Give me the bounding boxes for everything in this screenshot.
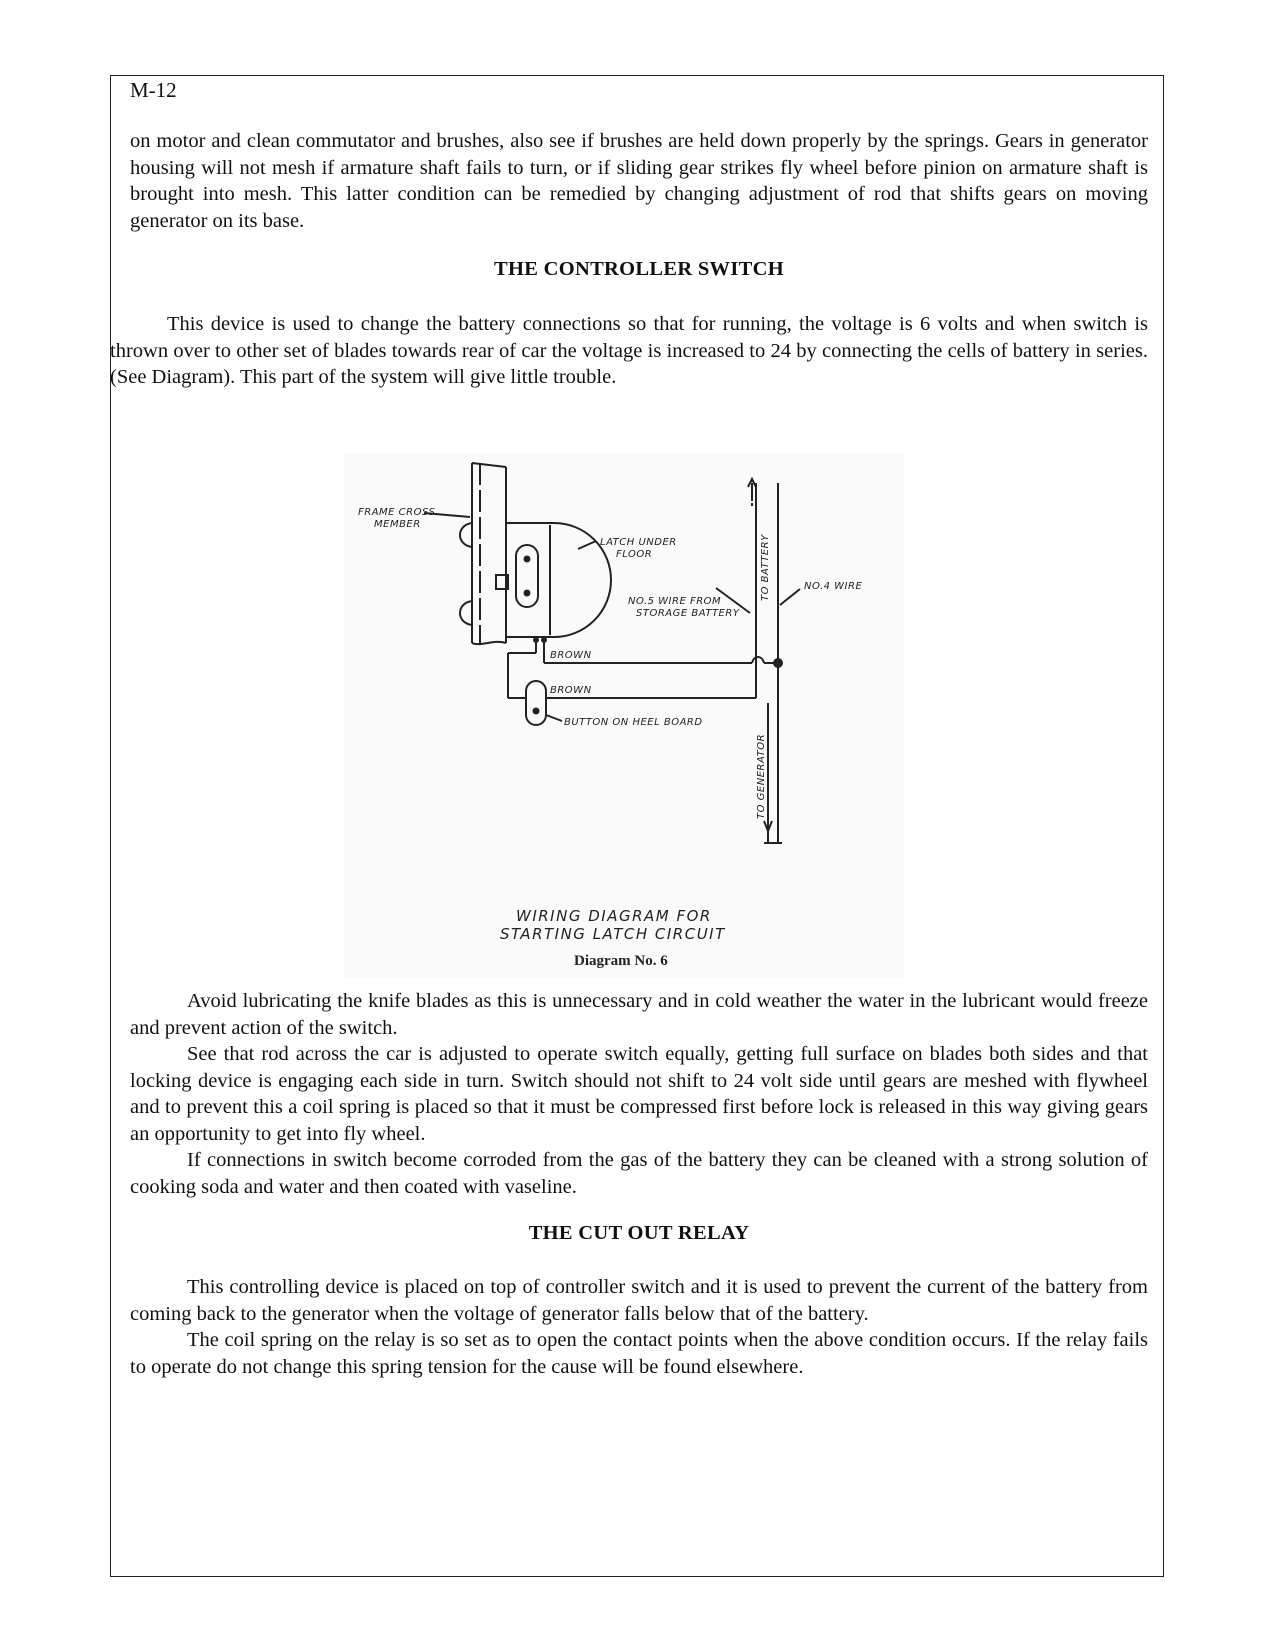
button-label: BUTTON ON HEEL BOARD — [564, 717, 703, 728]
no5-label-line1: NO.5 WIRE FROM — [628, 596, 722, 607]
latch-housing — [506, 523, 611, 637]
no4-wire-label: NO.4 WIRE — [804, 581, 863, 592]
frame-label-line2: MEMBER — [374, 519, 421, 530]
diagram-caption-line1: WIRING DIAGRAM FOR — [516, 907, 712, 925]
section-heading-cut-out-relay: THE CUT OUT RELAY — [528, 1222, 750, 1244]
to-battery-label: TO BATTERY — [760, 534, 771, 601]
brown-label-2: BROWN — [550, 685, 592, 696]
latch-label-line2: FLOOR — [616, 549, 653, 560]
diagram-number: Diagram No. 6 — [574, 953, 668, 969]
heel-board-button — [526, 681, 546, 725]
cut-out-relay-paragraphs: This controlling device is placed on top of controller switch and it is used to prevent the current of the battery from coming back to the generator when the voltage of generator falls below that of the battery. The coil spring on the relay is so set as to open the contact points when the above condition occurs. If the relay fails to operate do not change this spring tension for the cause will be found elsewhere. — [130, 1276, 1148, 1378]
controller-switch-paragraph: This device is used to change the battery connections so that for running, the voltage is 6 volts and when switch is thrown over to other set of blades towards rear of car the voltage is increased to 24 by connecting the cells of battery in series. (See Diagram). This part of the system will give little trouble. — [110, 313, 1148, 388]
page-number: M-12 — [130, 78, 177, 102]
latch-slot — [516, 545, 538, 607]
after-diagram-paragraphs: Avoid lubricating the knife blades as this is unnecessary and in cold weather the water in the lubricant would freeze and prevent action of the switch. See that rod across the car is adjusted to operate switch equally, getting full surface on blades both sides and that locking device is engaging each side in turn. Switch should not shift to 24 volt side until gears are meshed with flywheel and to prevent this a coil spring is placed so that it must be compressed first before lock is released in this way giving gears an opportunity to get into fly wheel. If connections in switch become corroded from the gas of the battery they can be cleaned with a strong solution of cooking soda and water and then coated with vaseline. — [130, 990, 1148, 1198]
no5-label-line2: STORAGE BATTERY — [636, 608, 740, 619]
brown-label-1: BROWN — [550, 650, 592, 661]
wiring-diagram — [344, 453, 904, 977]
wiring-diagram-svg — [344, 453, 904, 977]
to-generator-label: TO GENERATOR — [756, 733, 767, 819]
diagram-caption-line2: STARTING LATCH CIRCUIT — [500, 925, 726, 943]
latch-label-line1: LATCH UNDER — [600, 537, 677, 548]
frame-label-line1: FRAME CROSS — [358, 507, 436, 518]
section-heading-controller-switch: THE CONTROLLER SWITCH — [494, 258, 784, 280]
intro-paragraph: on motor and clean commutator and brushes, also see if brushes are held down properly by the springs. Gears in generator housing will not mesh if armature shaft fails to turn, or if sliding gear strikes fly wheel before pinion on armature shaft is brought into mesh. This latter condition can be remedied by changing adjustment of rod that shifts gears on moving generator on its base. — [130, 130, 1148, 232]
